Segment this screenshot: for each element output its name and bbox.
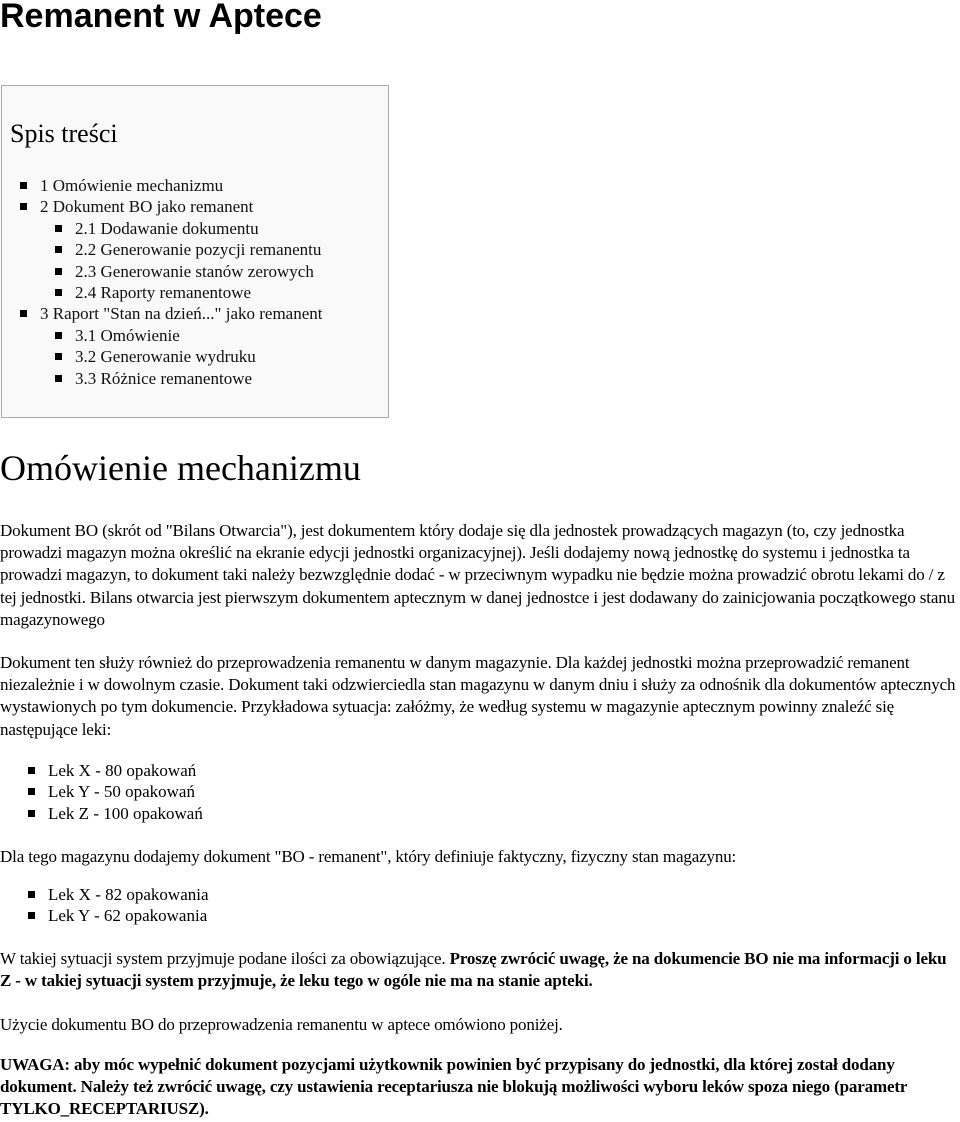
toc-subitem[interactable]: 3.3 Różnice remanentowe [40, 368, 323, 389]
toc-subitem[interactable]: 2.1 Dodawanie dokumentu [40, 218, 323, 239]
list-item: Lek Y - 50 opakowań [48, 781, 203, 802]
paragraph-usage: Użycie dokumentu BO do przeprowadzenia remanentu w aptece omówiono poniżej. [0, 1015, 563, 1034]
section-heading: Omówienie mechanizmu [0, 448, 361, 488]
list-item: Lek X - 82 opakowania [48, 885, 209, 904]
list-item: Lek Z - 100 opakowań [48, 803, 203, 823]
list-item: Lek Y - 62 opakowania [48, 906, 208, 926]
bold-notice: Proszę zwrócić uwagę, że na dokumencie BO nie ma informacji o leku Z - w takiej sytuacji system przyjmuje, że leku tego w ogóle nie ma na stanie apteki. [0, 949, 947, 991]
toc-item[interactable]: 2 Dokument BO jako remanent [40, 196, 323, 217]
paragraph-intro: Dokument BO (skrót od "Bilans Otwarcia"), jest dokumentem który dodaje się dla jednostek prowadzących magazyn (to, czy jednostka prowadzi magazyn można określić na ekranie edycji jednostki organizacyjnej). Jeśli dodajemy nową jednostkę do systemu i jednostka ta prowadzi magazyn, to dokument taki należy bezwzględnie dodać - w przeciwnym wypadku nie będzie można prowadzić obrotu lekami do / z tej jednostki. Bilans otwarcia jest pierwszym dokumentem aptecznym w danej jednostce i jest dodawany do zainicjowania początkowego stanu magazynowego [0, 521, 955, 629]
list-item: Lek X - 80 opakowań [48, 760, 203, 781]
toc-subitem[interactable]: 2.2 Generowanie pozycji remanentu [40, 239, 323, 260]
toc-subitem[interactable]: 2.3 Generowanie stanów zerowych [40, 261, 323, 282]
actual-stock-list [48, 884, 209, 927]
expected-stock-list [48, 760, 203, 824]
toc-heading: Spis treści [10, 119, 118, 148]
toc-subitem[interactable]: 3.1 Omówienie [40, 325, 323, 346]
toc-subitem[interactable]: 2.4 Raporty remanentowe [40, 282, 323, 303]
paragraph-system-behaviour [0, 948, 958, 992]
paragraph-bo-document: Dla tego magazynu dodajemy dokument "BO - remanent", który definiuje faktyczny, fizyczny stan magazynu: [0, 847, 737, 866]
toc-subitem[interactable]: 3.2 Generowanie wydruku [40, 346, 323, 367]
toc-item[interactable]: 3 Raport "Stan na dzień..." jako remanent [40, 304, 323, 324]
paragraph-text: W takiej sytuacji system przyjmuje podane ilości za obowiązujące. [0, 949, 450, 968]
page-title: Remanent w Aptece [0, 0, 322, 35]
warning-note: UWAGA: aby móc wypełnić dokument pozycjami użytkownik powinien być przypisany do jednostki, dla której został dodany dokument. Należy też zwrócić uwagę, czy ustawienia receptariusza nie blokują możliwości wyboru leków spoza niego (parametr TYLKO_RECEPTARIUSZ). [0, 1055, 907, 1119]
toc-list [40, 175, 323, 389]
paragraph-remanent: Dokument ten służy również do przeprowadzenia remanentu w danym magazynie. Dla każdej jednostki można przeprowadzić remanent niezależnie i w dowolnym czasie. Dokument taki odzwierciedla stan magazynu w danym dniu i służy za odnośnik dla dokumentów aptecznych wystawionych po tym dokumencie. Przykładowa sytuacja: załóżmy, że według systemu w magazynie aptecznym powinny znaleźć się następujące leki: [0, 653, 956, 739]
toc-item[interactable]: 1 Omówienie mechanizmu [40, 175, 323, 196]
